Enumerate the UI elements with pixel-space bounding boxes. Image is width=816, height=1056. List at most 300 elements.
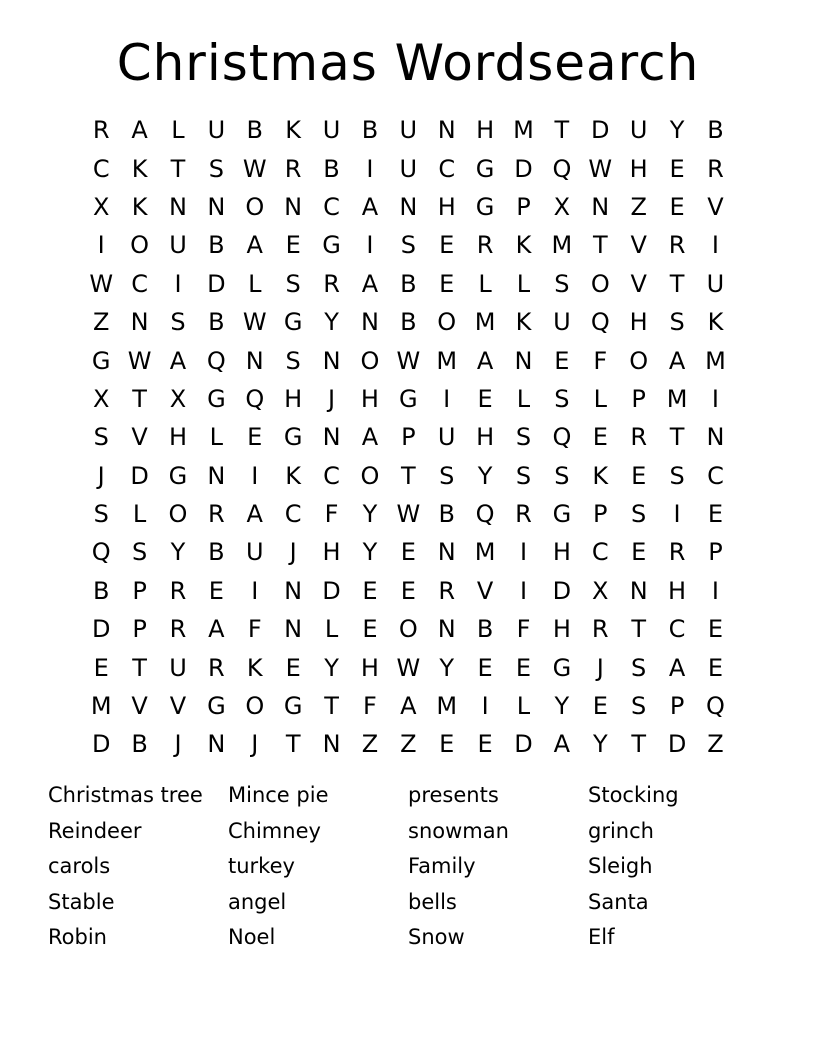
grid-letter[interactable]: A (169, 346, 187, 375)
grid-letter[interactable]: E (592, 423, 608, 452)
grid-letter[interactable]: S (669, 308, 685, 337)
grid-letter[interactable]: N (706, 423, 725, 452)
grid-letter[interactable]: R (630, 423, 647, 452)
grid-letter[interactable]: H (360, 384, 379, 413)
grid-letter[interactable]: X (92, 192, 110, 221)
grid-letter[interactable]: E (247, 423, 263, 452)
grid-letter[interactable]: Y (439, 653, 455, 682)
grid-letter[interactable]: L (516, 269, 531, 298)
grid-letter[interactable]: T (592, 231, 608, 260)
grid-letter[interactable]: R (476, 231, 494, 260)
grid-letter[interactable]: A (246, 500, 263, 529)
grid-letter[interactable]: S (208, 154, 224, 183)
grid-letter[interactable]: N (207, 192, 226, 221)
grid-letter[interactable]: D (322, 576, 341, 605)
grid-letter[interactable]: F (516, 615, 531, 644)
grid-letter[interactable]: O (590, 269, 610, 298)
grid-letter[interactable]: B (246, 116, 263, 145)
word-list-item: Family (408, 854, 476, 878)
grid-letter[interactable]: G (283, 308, 303, 337)
grid-letter[interactable]: B (208, 538, 225, 567)
grid-letter[interactable]: U (207, 116, 226, 145)
grid-letter[interactable]: Q (706, 692, 725, 721)
grid-letter[interactable]: N (437, 116, 456, 145)
grid-letter[interactable]: A (361, 192, 379, 221)
grid-letter[interactable]: I (519, 538, 528, 567)
grid-letter[interactable]: G (91, 346, 111, 375)
grid-letter[interactable]: V (630, 269, 647, 298)
grid-letter[interactable]: E (362, 576, 378, 605)
grid-letter[interactable]: D (207, 269, 226, 298)
grid-letter[interactable]: V (476, 576, 494, 605)
grid-letter[interactable]: D (591, 116, 610, 145)
grid-letter[interactable]: A (246, 231, 263, 260)
grid-letter[interactable]: Y (477, 461, 493, 490)
grid-letter[interactable]: N (322, 346, 341, 375)
grid-letter[interactable]: Z (361, 730, 379, 759)
grid-letter[interactable]: O (130, 231, 150, 260)
grid-letter[interactable]: R (591, 615, 609, 644)
grid-letter[interactable]: L (209, 423, 224, 452)
grid-letter[interactable]: D (514, 730, 533, 759)
grid-letter[interactable]: B (438, 500, 455, 529)
grid-letter[interactable]: P (631, 384, 646, 413)
grid-letter[interactable]: J (289, 538, 297, 567)
grid-letter[interactable]: V (131, 692, 148, 721)
grid-letter[interactable]: I (251, 461, 259, 490)
grid-letter[interactable]: O (245, 192, 265, 221)
grid-letter[interactable]: V (707, 192, 724, 221)
grid-letter[interactable]: B (476, 615, 494, 644)
grid-letter[interactable]: R (169, 615, 187, 644)
grid-letter[interactable]: N (130, 308, 149, 337)
grid-letter[interactable]: S (93, 423, 109, 452)
grid-letter[interactable]: N (284, 192, 303, 221)
grid-letter[interactable]: I (711, 576, 719, 605)
grid-letter[interactable]: E (439, 730, 455, 759)
grid-letter[interactable]: E (477, 384, 493, 413)
grid-letter[interactable]: P (401, 423, 416, 452)
grid-letter[interactable]: S (554, 461, 570, 490)
grid-letter[interactable]: Q (590, 308, 610, 337)
grid-letter[interactable]: D (552, 576, 572, 605)
grid-letter[interactable]: R (707, 154, 724, 183)
grid-letter[interactable]: N (207, 730, 226, 759)
grid-letter[interactable]: C (131, 269, 148, 298)
grid-letter[interactable]: I (366, 231, 374, 260)
word-list-item: Noel (228, 925, 276, 949)
grid-letter[interactable]: H (437, 192, 456, 221)
grid-letter[interactable]: T (400, 461, 416, 490)
grid-letter[interactable]: U (322, 116, 341, 145)
grid-letter[interactable]: Z (92, 308, 110, 337)
grid-letter[interactable]: S (631, 692, 647, 721)
grid-letter[interactable]: B (208, 308, 225, 337)
grid-letter[interactable]: R (438, 576, 456, 605)
grid-letter[interactable]: N (245, 346, 264, 375)
grid-letter[interactable]: B (92, 576, 110, 605)
grid-letter[interactable]: L (516, 384, 531, 413)
grid-letter[interactable]: C (92, 154, 110, 183)
grid-letter[interactable]: M (666, 384, 688, 413)
grid-letter[interactable]: S (439, 461, 455, 490)
grid-letter[interactable]: M (474, 538, 496, 567)
grid-letter[interactable]: S (170, 308, 186, 337)
grid-letter[interactable]: I (174, 269, 182, 298)
grid-letter[interactable]: P (708, 538, 723, 567)
grid-letter[interactable]: Y (324, 308, 339, 337)
grid-letter[interactable]: W (396, 500, 421, 529)
grid-letter[interactable]: J (174, 730, 182, 759)
grid-letter[interactable]: D (91, 615, 111, 644)
grid-letter[interactable]: N (591, 192, 610, 221)
grid-letter[interactable]: Q (552, 154, 572, 183)
grid-letter[interactable]: F (593, 346, 608, 375)
grid-letter[interactable]: A (208, 615, 225, 644)
grid-letter[interactable]: D (667, 730, 687, 759)
grid-letter[interactable]: R (284, 154, 302, 183)
grid-letter[interactable]: K (131, 192, 148, 221)
grid-letter[interactable]: C (707, 461, 724, 490)
grid-letter[interactable]: J (328, 384, 336, 413)
grid-letter[interactable]: U (629, 116, 648, 145)
grid-letter[interactable]: F (363, 692, 377, 721)
grid-letter[interactable]: W (89, 269, 114, 298)
grid-letter[interactable]: H (668, 576, 687, 605)
grid-letter[interactable]: H (322, 538, 341, 567)
word-list-item: Stable (48, 889, 115, 914)
grid-letter[interactable]: O (398, 615, 418, 644)
grid-letter[interactable]: K (285, 116, 302, 145)
grid-letter[interactable]: K (515, 308, 532, 337)
grid-letter[interactable]: N (514, 346, 533, 375)
grid-letter[interactable]: U (169, 653, 187, 682)
grid-letter[interactable]: N (437, 538, 456, 567)
grid-letter[interactable]: J (596, 653, 604, 682)
grid-letter[interactable]: B (400, 308, 417, 337)
grid-letter[interactable]: G (552, 653, 572, 682)
grid-letter[interactable]: H (168, 423, 187, 452)
grid-letter[interactable]: E (285, 653, 301, 682)
grid-letter[interactable]: S (631, 500, 647, 529)
grid-letter[interactable]: E (631, 538, 647, 567)
grid-letter[interactable]: U (245, 538, 264, 567)
grid-letter[interactable]: J (97, 461, 105, 490)
word-list-item: Chimney (228, 818, 321, 843)
grid-letter[interactable]: I (711, 384, 719, 413)
grid-letter[interactable]: R (668, 538, 686, 567)
grid-letter[interactable]: E (400, 576, 416, 605)
grid-letter[interactable]: W (396, 653, 421, 682)
grid-letter[interactable]: E (400, 538, 416, 567)
grid-letter[interactable]: G (475, 154, 495, 183)
grid-letter[interactable]: E (707, 653, 724, 682)
grid-letter[interactable]: E (669, 154, 685, 183)
grid-letter[interactable]: A (668, 346, 686, 375)
word-list-item: Robin (48, 925, 107, 949)
grid-letter[interactable]: E (631, 461, 647, 490)
grid-letter[interactable]: G (322, 231, 341, 260)
grid-letter[interactable]: W (242, 154, 267, 183)
grid-letter[interactable]: W (127, 346, 152, 375)
grid-letter[interactable]: T (285, 730, 301, 759)
grid-letter[interactable]: Q (475, 500, 495, 529)
word-list-item: Mince pie (228, 783, 329, 807)
grid-letter[interactable]: G (168, 461, 188, 490)
grid-letter[interactable]: P (593, 500, 608, 529)
grid-letter[interactable]: C (323, 461, 340, 490)
grid-letter[interactable]: S (515, 423, 532, 452)
grid-letter[interactable]: R (515, 500, 532, 529)
grid-letter[interactable]: A (668, 653, 686, 682)
grid-letter[interactable]: U (399, 116, 418, 145)
grid-letter[interactable]: I (519, 576, 528, 605)
grid-letter[interactable]: E (285, 231, 301, 260)
grid-letter[interactable]: G (283, 692, 303, 721)
grid-letter[interactable]: I (443, 384, 451, 413)
grid-letter[interactable]: S (515, 461, 532, 490)
grid-letter[interactable]: N (284, 576, 303, 605)
grid-letter[interactable]: Y (362, 538, 378, 567)
grid-letter[interactable]: E (477, 653, 493, 682)
grid-letter[interactable]: I (97, 231, 105, 260)
grid-letter[interactable]: I (251, 576, 259, 605)
grid-letter[interactable]: R (208, 500, 225, 529)
grid-letter[interactable]: C (438, 154, 456, 183)
grid-letter[interactable]: T (554, 116, 570, 145)
grid-letter[interactable]: S (285, 346, 301, 375)
grid-letter[interactable]: E (592, 692, 608, 721)
grid-letter[interactable]: T (132, 653, 147, 682)
grid-letter[interactable]: V (630, 231, 647, 260)
grid-letter[interactable]: M (90, 692, 112, 721)
grid-letter[interactable]: U (437, 423, 456, 452)
grid-letter[interactable]: Y (170, 538, 186, 567)
grid-letter[interactable]: F (324, 500, 339, 529)
grid-letter[interactable]: O (360, 461, 380, 490)
grid-letter[interactable]: T (669, 269, 685, 298)
grid-letter[interactable]: O (360, 346, 380, 375)
grid-letter[interactable]: Y (324, 653, 339, 682)
grid-letter[interactable]: L (478, 269, 492, 298)
grid-letter[interactable]: K (131, 154, 148, 183)
grid-letter[interactable]: W (242, 308, 267, 337)
grid-letter[interactable]: M (513, 116, 534, 145)
grid-letter[interactable]: R (668, 231, 686, 260)
grid-letter[interactable]: H (284, 384, 303, 413)
grid-letter[interactable]: V (169, 692, 187, 721)
grid-letter[interactable]: S (285, 269, 301, 298)
grid-letter[interactable]: A (553, 730, 571, 759)
grid-letter[interactable]: K (246, 653, 263, 682)
grid-letter[interactable]: O (437, 308, 457, 337)
grid-letter[interactable]: L (248, 269, 262, 298)
grid-letter[interactable]: N (322, 423, 341, 452)
grid-letter[interactable]: A (361, 423, 379, 452)
grid-letter[interactable]: L (171, 116, 185, 145)
grid-letter[interactable]: R (323, 269, 340, 298)
grid-letter[interactable]: C (591, 538, 609, 567)
grid-letter[interactable]: C (323, 192, 340, 221)
grid-letter[interactable]: E (669, 192, 685, 221)
grid-letter[interactable]: Q (552, 423, 572, 452)
grid-letter[interactable]: E (439, 269, 455, 298)
grid-letter[interactable]: N (322, 730, 341, 759)
grid-letter[interactable]: M (436, 346, 458, 375)
word-list-item: presents (408, 783, 499, 807)
grid-letter[interactable]: N (399, 192, 418, 221)
grid-letter[interactable]: C (284, 500, 302, 529)
word-list-item: carols (48, 854, 111, 878)
grid-letter[interactable]: T (631, 730, 646, 759)
grid-letter[interactable]: U (706, 269, 725, 298)
grid-letter[interactable]: S (554, 269, 570, 298)
grid-letter[interactable]: G (283, 423, 303, 452)
grid-letter[interactable]: L (132, 500, 147, 529)
grid-letter[interactable]: O (629, 346, 649, 375)
grid-letter[interactable]: T (170, 154, 186, 183)
grid-letter[interactable]: E (554, 346, 570, 375)
grid-letter[interactable]: Y (592, 730, 608, 759)
grid-letter[interactable]: Z (707, 730, 724, 759)
grid-letter[interactable]: K (515, 231, 532, 260)
grid-letter[interactable]: S (631, 653, 647, 682)
grid-letter[interactable]: T (631, 615, 646, 644)
grid-letter[interactable]: T (324, 692, 339, 721)
page-title: Christmas Wordsearch (116, 34, 700, 92)
grid-letter[interactable]: O (168, 500, 188, 529)
grid-letter[interactable]: A (361, 269, 379, 298)
grid-letter[interactable]: X (92, 384, 110, 413)
grid-letter[interactable]: Q (245, 384, 265, 413)
grid-letter[interactable]: G (475, 192, 495, 221)
grid-letter[interactable]: L (516, 692, 531, 721)
grid-letter[interactable]: X (169, 384, 187, 413)
grid-letter[interactable]: T (669, 423, 685, 452)
grid-letter[interactable]: K (285, 461, 302, 490)
grid-letter[interactable]: I (481, 692, 489, 721)
grid-letter[interactable]: Q (91, 538, 111, 567)
grid-letter[interactable]: L (593, 384, 607, 413)
grid-letter[interactable]: M (551, 231, 573, 260)
grid-letter[interactable]: N (629, 576, 648, 605)
grid-letter[interactable]: G (207, 384, 226, 413)
grid-letter[interactable]: L (324, 615, 339, 644)
grid-letter[interactable]: H (360, 653, 379, 682)
grid-letter[interactable]: U (553, 308, 571, 337)
grid-letter[interactable]: U (399, 154, 418, 183)
grid-letter[interactable]: G (207, 692, 226, 721)
grid-letter[interactable]: I (673, 500, 681, 529)
grid-letter[interactable]: M (474, 308, 496, 337)
grid-letter[interactable]: E (477, 730, 493, 759)
grid-letter[interactable]: I (711, 231, 719, 260)
grid-letter[interactable]: X (592, 576, 609, 605)
grid-letter[interactable]: C (668, 615, 686, 644)
grid-letter[interactable]: X (553, 192, 571, 221)
grid-letter[interactable]: Y (669, 116, 685, 145)
grid-letter[interactable]: I (366, 154, 374, 183)
grid-letter[interactable]: S (131, 538, 148, 567)
grid-letter[interactable]: Z (400, 730, 417, 759)
grid-letter[interactable]: N (207, 461, 226, 490)
grid-letter[interactable]: N (437, 615, 456, 644)
grid-letter[interactable]: B (208, 231, 225, 260)
grid-letter[interactable]: P (516, 192, 531, 221)
grid-letter[interactable]: B (131, 730, 148, 759)
grid-letter[interactable]: S (93, 500, 109, 529)
grid-letter[interactable]: S (400, 231, 416, 260)
grid-letter[interactable]: H (552, 538, 571, 567)
grid-letter[interactable]: Y (362, 500, 378, 529)
grid-letter[interactable]: S (669, 461, 685, 490)
grid-letter[interactable]: O (245, 692, 265, 721)
grid-letter[interactable]: E (707, 615, 724, 644)
grid-letter[interactable]: H (629, 154, 648, 183)
grid-letter[interactable]: G (552, 500, 572, 529)
grid-letter[interactable]: H (476, 116, 495, 145)
grid-letter[interactable]: B (707, 116, 724, 145)
grid-letter[interactable]: Z (630, 192, 647, 221)
grid-letter[interactable]: R (169, 576, 187, 605)
grid-letter[interactable]: Q (206, 346, 226, 375)
grid-letter[interactable]: B (400, 269, 417, 298)
grid-letter[interactable]: N (360, 308, 379, 337)
grid-letter[interactable]: M (705, 346, 726, 375)
grid-letter[interactable]: V (131, 423, 148, 452)
grid-letter[interactable]: D (91, 730, 111, 759)
grid-letter[interactable]: N (169, 192, 187, 221)
grid-letter[interactable]: A (476, 346, 494, 375)
grid-letter[interactable]: D (130, 461, 149, 490)
grid-letter[interactable]: E (707, 500, 724, 529)
grid-letter[interactable]: E (362, 615, 378, 644)
grid-letter[interactable]: D (514, 154, 533, 183)
grid-letter[interactable]: K (592, 461, 609, 490)
word-list-item: Sleigh (588, 854, 653, 878)
grid-letter[interactable]: A (400, 692, 417, 721)
grid-letter[interactable]: W (588, 154, 613, 183)
grid-letter[interactable]: M (436, 692, 458, 721)
grid-letter[interactable]: E (208, 576, 224, 605)
grid-letter[interactable]: P (669, 692, 685, 721)
grid-letter[interactable]: P (132, 576, 147, 605)
grid-letter[interactable]: H (476, 423, 495, 452)
grid-letter[interactable]: S (554, 384, 570, 413)
grid-letter[interactable]: N (284, 615, 303, 644)
grid-letter[interactable]: W (396, 346, 421, 375)
grid-letter[interactable]: H (552, 615, 571, 644)
grid-letter[interactable]: E (93, 653, 109, 682)
grid-letter[interactable]: R (208, 653, 225, 682)
grid-letter[interactable]: Y (554, 692, 570, 721)
grid-letter[interactable]: F (247, 615, 262, 644)
grid-letter[interactable]: B (323, 154, 340, 183)
grid-letter[interactable]: U (169, 231, 187, 260)
grid-letter[interactable]: J (251, 730, 259, 759)
grid-letter[interactable]: P (132, 615, 147, 644)
grid-letter[interactable]: G (399, 384, 418, 413)
grid-letter[interactable]: A (131, 116, 148, 145)
grid-letter[interactable]: E (439, 231, 455, 260)
grid-letter[interactable]: E (515, 653, 532, 682)
grid-letter[interactable]: T (132, 384, 147, 413)
grid-letter[interactable]: B (361, 116, 379, 145)
grid-letter[interactable]: H (629, 308, 648, 337)
word-list-item: Christmas tree (48, 783, 203, 807)
grid-letter[interactable]: K (707, 308, 724, 337)
grid-letter[interactable]: R (92, 116, 110, 145)
